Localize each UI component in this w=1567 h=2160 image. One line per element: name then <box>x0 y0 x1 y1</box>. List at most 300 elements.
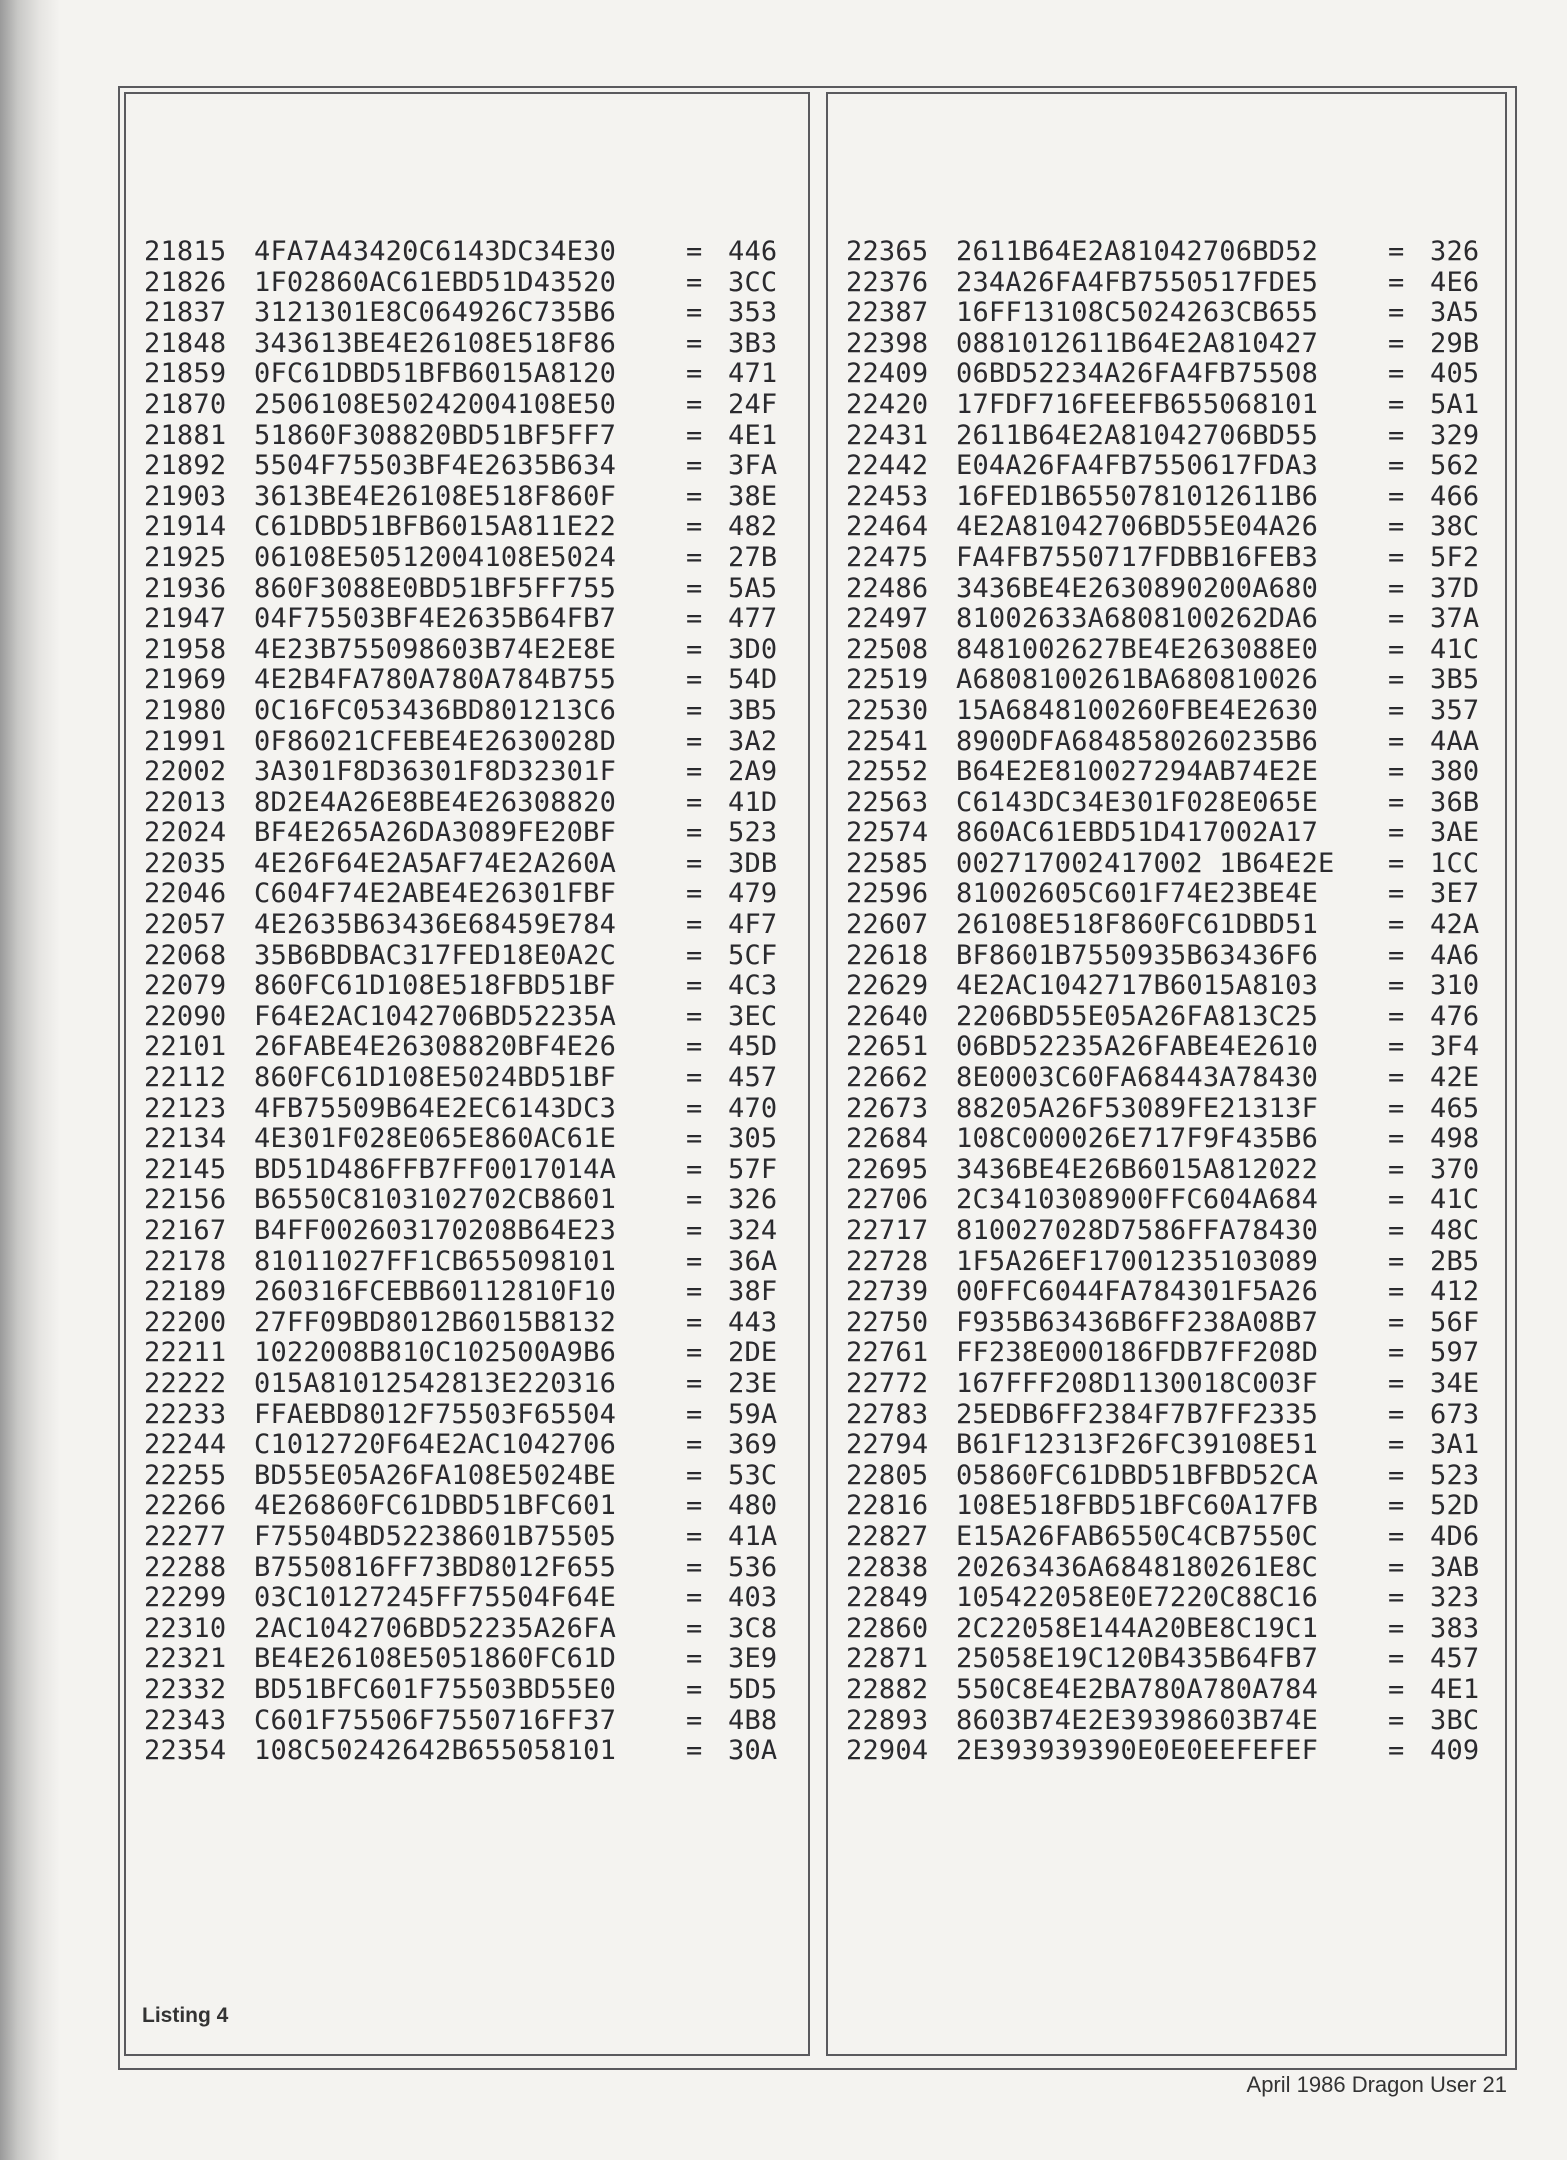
checksum: 446 <box>728 236 778 267</box>
checksum: 3BC <box>1430 1704 1480 1736</box>
listing-row <box>846 1185 1490 1216</box>
line-address: 21947 <box>144 603 227 635</box>
listing-row <box>144 635 788 666</box>
line-address: 22442 <box>846 450 929 482</box>
hex-data: B7550816FF73BD8012F655 <box>254 1551 617 1583</box>
line-address: 21969 <box>144 664 227 696</box>
listing-row <box>846 971 1490 1002</box>
hex-data: BF4E265A26DA3089FE20BF <box>254 817 617 849</box>
hex-data: C604F74E2ABE4E26301FBF <box>254 878 617 910</box>
hex-data: 0FC61DBD51BFB6015A8120 <box>254 358 617 390</box>
line-address: 22563 <box>846 786 929 818</box>
line-address: 22178 <box>144 1245 227 1277</box>
line-address: 22596 <box>846 878 929 910</box>
listing-row <box>846 543 1490 574</box>
line-address: 22783 <box>846 1398 929 1430</box>
line-address: 22574 <box>846 817 929 849</box>
checksum: 59A <box>728 1398 778 1430</box>
checksum: 4D6 <box>1430 1520 1480 1552</box>
line-address: 22607 <box>846 909 929 941</box>
checksum: 383 <box>1430 1612 1480 1644</box>
hex-data: 1F02860AC61EBD51D43520 <box>254 266 617 298</box>
listing-row <box>846 1063 1490 1094</box>
equals-sign: = <box>1388 1367 1405 1399</box>
checksum: 329 <box>1430 419 1480 451</box>
line-address: 21859 <box>144 358 227 390</box>
listing-row <box>144 1369 788 1400</box>
checksum: 54D <box>728 664 778 696</box>
listing-row <box>144 1277 788 1308</box>
listing-row <box>144 1644 788 1675</box>
checksum: 3B5 <box>728 694 778 726</box>
checksum: 2DE <box>728 1337 778 1369</box>
listing-row <box>144 1675 788 1706</box>
checksum: 57F <box>728 1153 778 1185</box>
hex-data: B61F12313F26FC39108E51 <box>956 1429 1319 1461</box>
listing-row <box>846 268 1490 299</box>
line-address: 21815 <box>144 236 227 267</box>
listing-row <box>846 1369 1490 1400</box>
hex-data: 8603B74E2E39398603B74E <box>956 1704 1319 1736</box>
hex-data: 20263436A6848180261E8C <box>956 1551 1319 1583</box>
line-address: 22365 <box>846 236 929 267</box>
hex-data: BE4E26108E5051860FC61D <box>254 1643 617 1675</box>
equals-sign: = <box>686 786 703 818</box>
listing-row <box>144 1063 788 1094</box>
listing-row <box>846 1338 1490 1369</box>
equals-sign: = <box>686 327 703 359</box>
equals-sign: = <box>1388 1184 1405 1216</box>
hex-data: 06108E50512004108E5024 <box>254 541 617 573</box>
listing-row <box>144 512 788 543</box>
line-address: 22464 <box>846 511 929 543</box>
line-address: 22288 <box>144 1551 227 1583</box>
equals-sign: = <box>1388 1582 1405 1614</box>
hex-data: 4E2B4FA780A780A784B755 <box>254 664 617 696</box>
equals-sign: = <box>1388 1153 1405 1185</box>
line-address: 22321 <box>144 1643 227 1675</box>
checksum: 3A1 <box>1430 1429 1480 1461</box>
line-address: 22673 <box>846 1092 929 1124</box>
line-address: 22508 <box>846 633 929 665</box>
equals-sign: = <box>686 1367 703 1399</box>
listing-row <box>144 1522 788 1553</box>
hex-data: 0C16FC053436BD801213C6 <box>254 694 617 726</box>
line-address: 22849 <box>846 1582 929 1614</box>
equals-sign: = <box>1388 450 1405 482</box>
hex-data: F935B63436B6FF238A08B7 <box>956 1306 1319 1338</box>
checksum: 412 <box>1430 1276 1480 1308</box>
checksum: 41C <box>1430 1184 1480 1216</box>
equals-sign: = <box>1388 1673 1405 1705</box>
line-address: 22761 <box>846 1337 929 1369</box>
line-address: 22090 <box>144 1000 227 1032</box>
equals-sign: = <box>1388 847 1405 879</box>
checksum: 326 <box>728 1184 778 1216</box>
checksum: 2B5 <box>1430 1245 1480 1277</box>
listing-row <box>846 1155 1490 1186</box>
equals-sign: = <box>686 847 703 879</box>
listing-row <box>846 1094 1490 1125</box>
equals-sign: = <box>1388 1123 1405 1155</box>
line-address: 22189 <box>144 1276 227 1308</box>
checksum: 457 <box>1430 1643 1480 1675</box>
hex-data: 015A81012542813E220316 <box>254 1367 617 1399</box>
listing-row <box>144 727 788 758</box>
checksum: 443 <box>728 1306 778 1338</box>
listing-row <box>144 757 788 788</box>
listing-row <box>144 268 788 299</box>
listing-row <box>144 390 788 421</box>
line-address: 22343 <box>144 1704 227 1736</box>
listing-row <box>144 1553 788 1584</box>
listing-row <box>144 482 788 513</box>
listing-row <box>846 421 1490 452</box>
checksum: 42E <box>1430 1062 1480 1094</box>
line-address: 21903 <box>144 480 227 512</box>
equals-sign: = <box>1388 603 1405 635</box>
line-address: 21826 <box>144 266 227 298</box>
line-address: 21914 <box>144 511 227 543</box>
listing-row <box>846 574 1490 605</box>
checksum: 34E <box>1430 1367 1480 1399</box>
listing-row <box>846 665 1490 696</box>
listing-row <box>144 1461 788 1492</box>
checksum: 29B <box>1430 327 1480 359</box>
checksum: 380 <box>1430 756 1480 788</box>
checksum: 4B8 <box>728 1704 778 1736</box>
checksum: 37A <box>1430 603 1480 635</box>
listing-row <box>846 1277 1490 1308</box>
hex-data: 550C8E4E2BA780A780A784 <box>956 1673 1319 1705</box>
checksum: 482 <box>728 511 778 543</box>
equals-sign: = <box>1388 1398 1405 1430</box>
hex-data: 35B6BDBAC317FED18E0A2C <box>254 939 617 971</box>
checksum: 369 <box>728 1429 778 1461</box>
line-address: 22486 <box>846 572 929 604</box>
line-address: 22475 <box>846 541 929 573</box>
hex-data: 4E26F64E2A5AF74E2A260A <box>254 847 617 879</box>
listing-row <box>144 971 788 1002</box>
listing-row <box>144 1338 788 1369</box>
line-address: 22695 <box>846 1153 929 1185</box>
hex-data: 4E301F028E065E860AC61E <box>254 1123 617 1155</box>
equals-sign: = <box>686 1092 703 1124</box>
checksum: 310 <box>1430 970 1480 1002</box>
hex-data: 06BD52235A26FABE4E2610 <box>956 1031 1319 1063</box>
line-address: 21837 <box>144 297 227 329</box>
line-address: 22827 <box>846 1520 929 1552</box>
hex-data: 26108E518F860FC61DBD51 <box>956 909 1319 941</box>
checksum: 42A <box>1430 909 1480 941</box>
line-address: 22046 <box>144 878 227 910</box>
equals-sign: = <box>1388 939 1405 971</box>
checksum: 41A <box>728 1520 778 1552</box>
listing-row <box>846 1461 1490 1492</box>
hex-data: 05860FC61DBD51BFBD52CA <box>956 1459 1319 1491</box>
hex-data: 108C50242642B655058101 <box>254 1735 617 1767</box>
checksum: 536 <box>728 1551 778 1583</box>
line-address: 22838 <box>846 1551 929 1583</box>
checksum: 3D0 <box>728 633 778 665</box>
listing-row <box>846 1247 1490 1278</box>
equals-sign: = <box>686 1398 703 1430</box>
listing-row <box>144 818 788 849</box>
equals-sign: = <box>1388 725 1405 757</box>
listing-row <box>846 1614 1490 1645</box>
checksum: 4E6 <box>1430 266 1480 298</box>
equals-sign: = <box>1388 388 1405 420</box>
line-address: 21958 <box>144 633 227 665</box>
hex-data: 0F86021CFEBE4E2630028D <box>254 725 617 757</box>
listing-row <box>846 1216 1490 1247</box>
equals-sign: = <box>1388 1429 1405 1461</box>
listing-row <box>846 390 1490 421</box>
listing-row <box>144 910 788 941</box>
equals-sign: = <box>686 297 703 329</box>
hex-data: E04A26FA4FB7550617FDA3 <box>956 450 1319 482</box>
equals-sign: = <box>686 664 703 696</box>
listing-row <box>846 1644 1490 1675</box>
listing-row <box>846 1583 1490 1614</box>
checksum: 1CC <box>1430 847 1480 879</box>
equals-sign: = <box>686 909 703 941</box>
equals-sign: = <box>1388 1490 1405 1522</box>
checksum: 41C <box>1430 633 1480 665</box>
line-address: 22497 <box>846 603 929 635</box>
checksum: 56F <box>1430 1306 1480 1338</box>
hex-data: 3436BE4E2630890200A680 <box>956 572 1319 604</box>
listing-row <box>846 1491 1490 1522</box>
checksum: 3FA <box>728 450 778 482</box>
checksum: 38E <box>728 480 778 512</box>
checksum: 480 <box>728 1490 778 1522</box>
listing-row <box>144 451 788 482</box>
hex-data: 2506108E50242004108E50 <box>254 388 617 420</box>
equals-sign: = <box>686 1582 703 1614</box>
listing-row <box>144 329 788 360</box>
checksum: 305 <box>728 1123 778 1155</box>
equals-sign: = <box>1388 541 1405 573</box>
checksum: 5CF <box>728 939 778 971</box>
checksum: 403 <box>728 1582 778 1614</box>
equals-sign: = <box>686 694 703 726</box>
checksum: 465 <box>1430 1092 1480 1124</box>
equals-sign: = <box>686 1215 703 1246</box>
listing-row <box>846 1553 1490 1584</box>
hex-data: 4E23B755098603B74E2E8E <box>254 633 617 665</box>
hex-data: 2C22058E144A20BE8C19C1 <box>956 1612 1319 1644</box>
equals-sign: = <box>686 1245 703 1277</box>
listing-row <box>846 237 1490 268</box>
hex-data: FA4FB7550717FDBB16FEB3 <box>956 541 1319 573</box>
checksum: 405 <box>1430 358 1480 390</box>
equals-sign: = <box>686 756 703 788</box>
equals-sign: = <box>686 817 703 849</box>
line-address: 22585 <box>846 847 929 879</box>
checksum: 562 <box>1430 450 1480 482</box>
equals-sign: = <box>686 970 703 1002</box>
equals-sign: = <box>686 1490 703 1522</box>
hex-data: 167FFF208D1130018C003F <box>956 1367 1319 1399</box>
line-address: 22728 <box>846 1245 929 1277</box>
checksum: 48C <box>1430 1215 1480 1246</box>
listing-row <box>144 359 788 390</box>
checksum: 3EC <box>728 1000 778 1032</box>
line-address: 22717 <box>846 1215 929 1246</box>
equals-sign: = <box>1388 878 1405 910</box>
line-address: 22387 <box>846 297 929 329</box>
line-address: 22519 <box>846 664 929 696</box>
checksum: 466 <box>1430 480 1480 512</box>
listing-panel-left <box>124 92 810 2056</box>
hex-data: 0881012611B64E2A810427 <box>956 327 1319 359</box>
checksum: 3AB <box>1430 1551 1480 1583</box>
listing-row <box>846 818 1490 849</box>
listing-panel-right <box>826 92 1507 2056</box>
checksum: 27B <box>728 541 778 573</box>
equals-sign: = <box>1388 1000 1405 1032</box>
hex-data: 810027028D7586FFA78430 <box>956 1215 1319 1246</box>
line-address: 22035 <box>144 847 227 879</box>
hex-data: 105422058E0E7220C88C16 <box>956 1582 1319 1614</box>
listing-row <box>144 788 788 819</box>
equals-sign: = <box>686 1031 703 1063</box>
listing-row <box>144 665 788 696</box>
line-address: 22541 <box>846 725 929 757</box>
checksum: 353 <box>728 297 778 329</box>
listing-label: Listing 4 <box>142 2004 229 2027</box>
hex-data: 5504F75503BF4E2635B634 <box>254 450 617 482</box>
hex-data: 3436BE4E26B6015A812022 <box>956 1153 1319 1185</box>
hex-data: 860AC61EBD51D417002A17 <box>956 817 1319 849</box>
page-spine-shadow <box>0 0 60 2160</box>
listing-row <box>846 696 1490 727</box>
listing-row <box>144 237 788 268</box>
line-address: 22629 <box>846 970 929 1002</box>
hex-data: BD51D486FFB7FF0017014A <box>254 1153 617 1185</box>
hex-data: 8E0003C60FA68443A78430 <box>956 1062 1319 1094</box>
checksum: 3A2 <box>728 725 778 757</box>
line-address: 22794 <box>846 1429 929 1461</box>
checksum: 324 <box>728 1215 778 1246</box>
equals-sign: = <box>1388 1276 1405 1308</box>
listing-row <box>846 635 1490 666</box>
checksum: 3A5 <box>1430 297 1480 329</box>
checksum: 523 <box>728 817 778 849</box>
equals-sign: = <box>686 480 703 512</box>
line-address: 22101 <box>144 1031 227 1063</box>
equals-sign: = <box>686 1673 703 1705</box>
equals-sign: = <box>686 1459 703 1491</box>
checksum: 41D <box>728 786 778 818</box>
listing-row <box>846 329 1490 360</box>
listing-row <box>846 1032 1490 1063</box>
equals-sign: = <box>686 633 703 665</box>
hex-data: 2C3410308900FFC604A684 <box>956 1184 1319 1216</box>
equals-sign: = <box>1388 817 1405 849</box>
line-address: 22420 <box>846 388 929 420</box>
hex-data: 2E393939390E0E0EEFEFEF <box>956 1735 1319 1767</box>
hex-data: 88205A26F53089FE21313F <box>956 1092 1319 1124</box>
line-address: 22684 <box>846 1123 929 1155</box>
hex-data: 4E2A81042706BD55E04A26 <box>956 511 1319 543</box>
checksum: 5F2 <box>1430 541 1480 573</box>
listing-rows-right <box>846 237 1490 1767</box>
line-address: 21848 <box>144 327 227 359</box>
line-address: 22244 <box>144 1429 227 1461</box>
hex-data: C1012720F64E2AC1042706 <box>254 1429 617 1461</box>
checksum: 4A6 <box>1430 939 1480 971</box>
equals-sign: = <box>686 511 703 543</box>
line-address: 22398 <box>846 327 929 359</box>
hex-data: F75504BD52238601B75505 <box>254 1520 617 1552</box>
listing-row <box>846 910 1490 941</box>
checksum: 3E7 <box>1430 878 1480 910</box>
equals-sign: = <box>1388 1337 1405 1369</box>
hex-data: 3121301E8C064926C735B6 <box>254 297 617 329</box>
line-address: 22277 <box>144 1520 227 1552</box>
checksum: 3B3 <box>728 327 778 359</box>
checksum: 3C8 <box>728 1612 778 1644</box>
equals-sign: = <box>1388 266 1405 298</box>
hex-data: 00FFC6044FA784301F5A26 <box>956 1276 1319 1308</box>
checksum: 52D <box>1430 1490 1480 1522</box>
line-address: 22739 <box>846 1276 929 1308</box>
equals-sign: = <box>1388 970 1405 1002</box>
checksum: 4F7 <box>728 909 778 941</box>
line-address: 21870 <box>144 388 227 420</box>
line-address: 22310 <box>144 1612 227 1644</box>
checksum: 5A5 <box>728 572 778 604</box>
listing-row <box>144 1155 788 1186</box>
listing-row <box>144 1216 788 1247</box>
checksum: 498 <box>1430 1123 1480 1155</box>
hex-data: 03C10127245FF75504F64E <box>254 1582 617 1614</box>
hex-data: 1F5A26EF17001235103089 <box>956 1245 1319 1277</box>
line-address: 22299 <box>144 1582 227 1614</box>
hex-data: 8481002627BE4E263088E0 <box>956 633 1319 665</box>
checksum: 30A <box>728 1735 778 1767</box>
listing-row <box>144 1736 788 1767</box>
hex-data: 2AC1042706BD52235A26FA <box>254 1612 617 1644</box>
checksum: 53C <box>728 1459 778 1491</box>
checksum: 45D <box>728 1031 778 1063</box>
line-address: 22893 <box>846 1704 929 1736</box>
hex-data: 002717002417002 1B64E2E <box>956 847 1335 879</box>
equals-sign: = <box>686 1704 703 1736</box>
line-address: 22002 <box>144 756 227 788</box>
equals-sign: = <box>1388 1704 1405 1736</box>
hex-data: B64E2E810027294AB74E2E <box>956 756 1319 788</box>
equals-sign: = <box>1388 572 1405 604</box>
line-address: 22024 <box>144 817 227 849</box>
line-address: 22772 <box>846 1367 929 1399</box>
equals-sign: = <box>686 1337 703 1369</box>
listing-row <box>846 1308 1490 1339</box>
checksum: 409 <box>1430 1735 1480 1767</box>
listing-row <box>846 879 1490 910</box>
line-address: 22211 <box>144 1337 227 1369</box>
hex-data: 4FB75509B64E2EC6143DC3 <box>254 1092 617 1124</box>
checksum: 38C <box>1430 511 1480 543</box>
line-address: 22640 <box>846 1000 929 1032</box>
checksum: 24F <box>728 388 778 420</box>
listing-row <box>846 1002 1490 1033</box>
listing-row <box>144 941 788 972</box>
line-address: 21881 <box>144 419 227 451</box>
checksum: 471 <box>728 358 778 390</box>
